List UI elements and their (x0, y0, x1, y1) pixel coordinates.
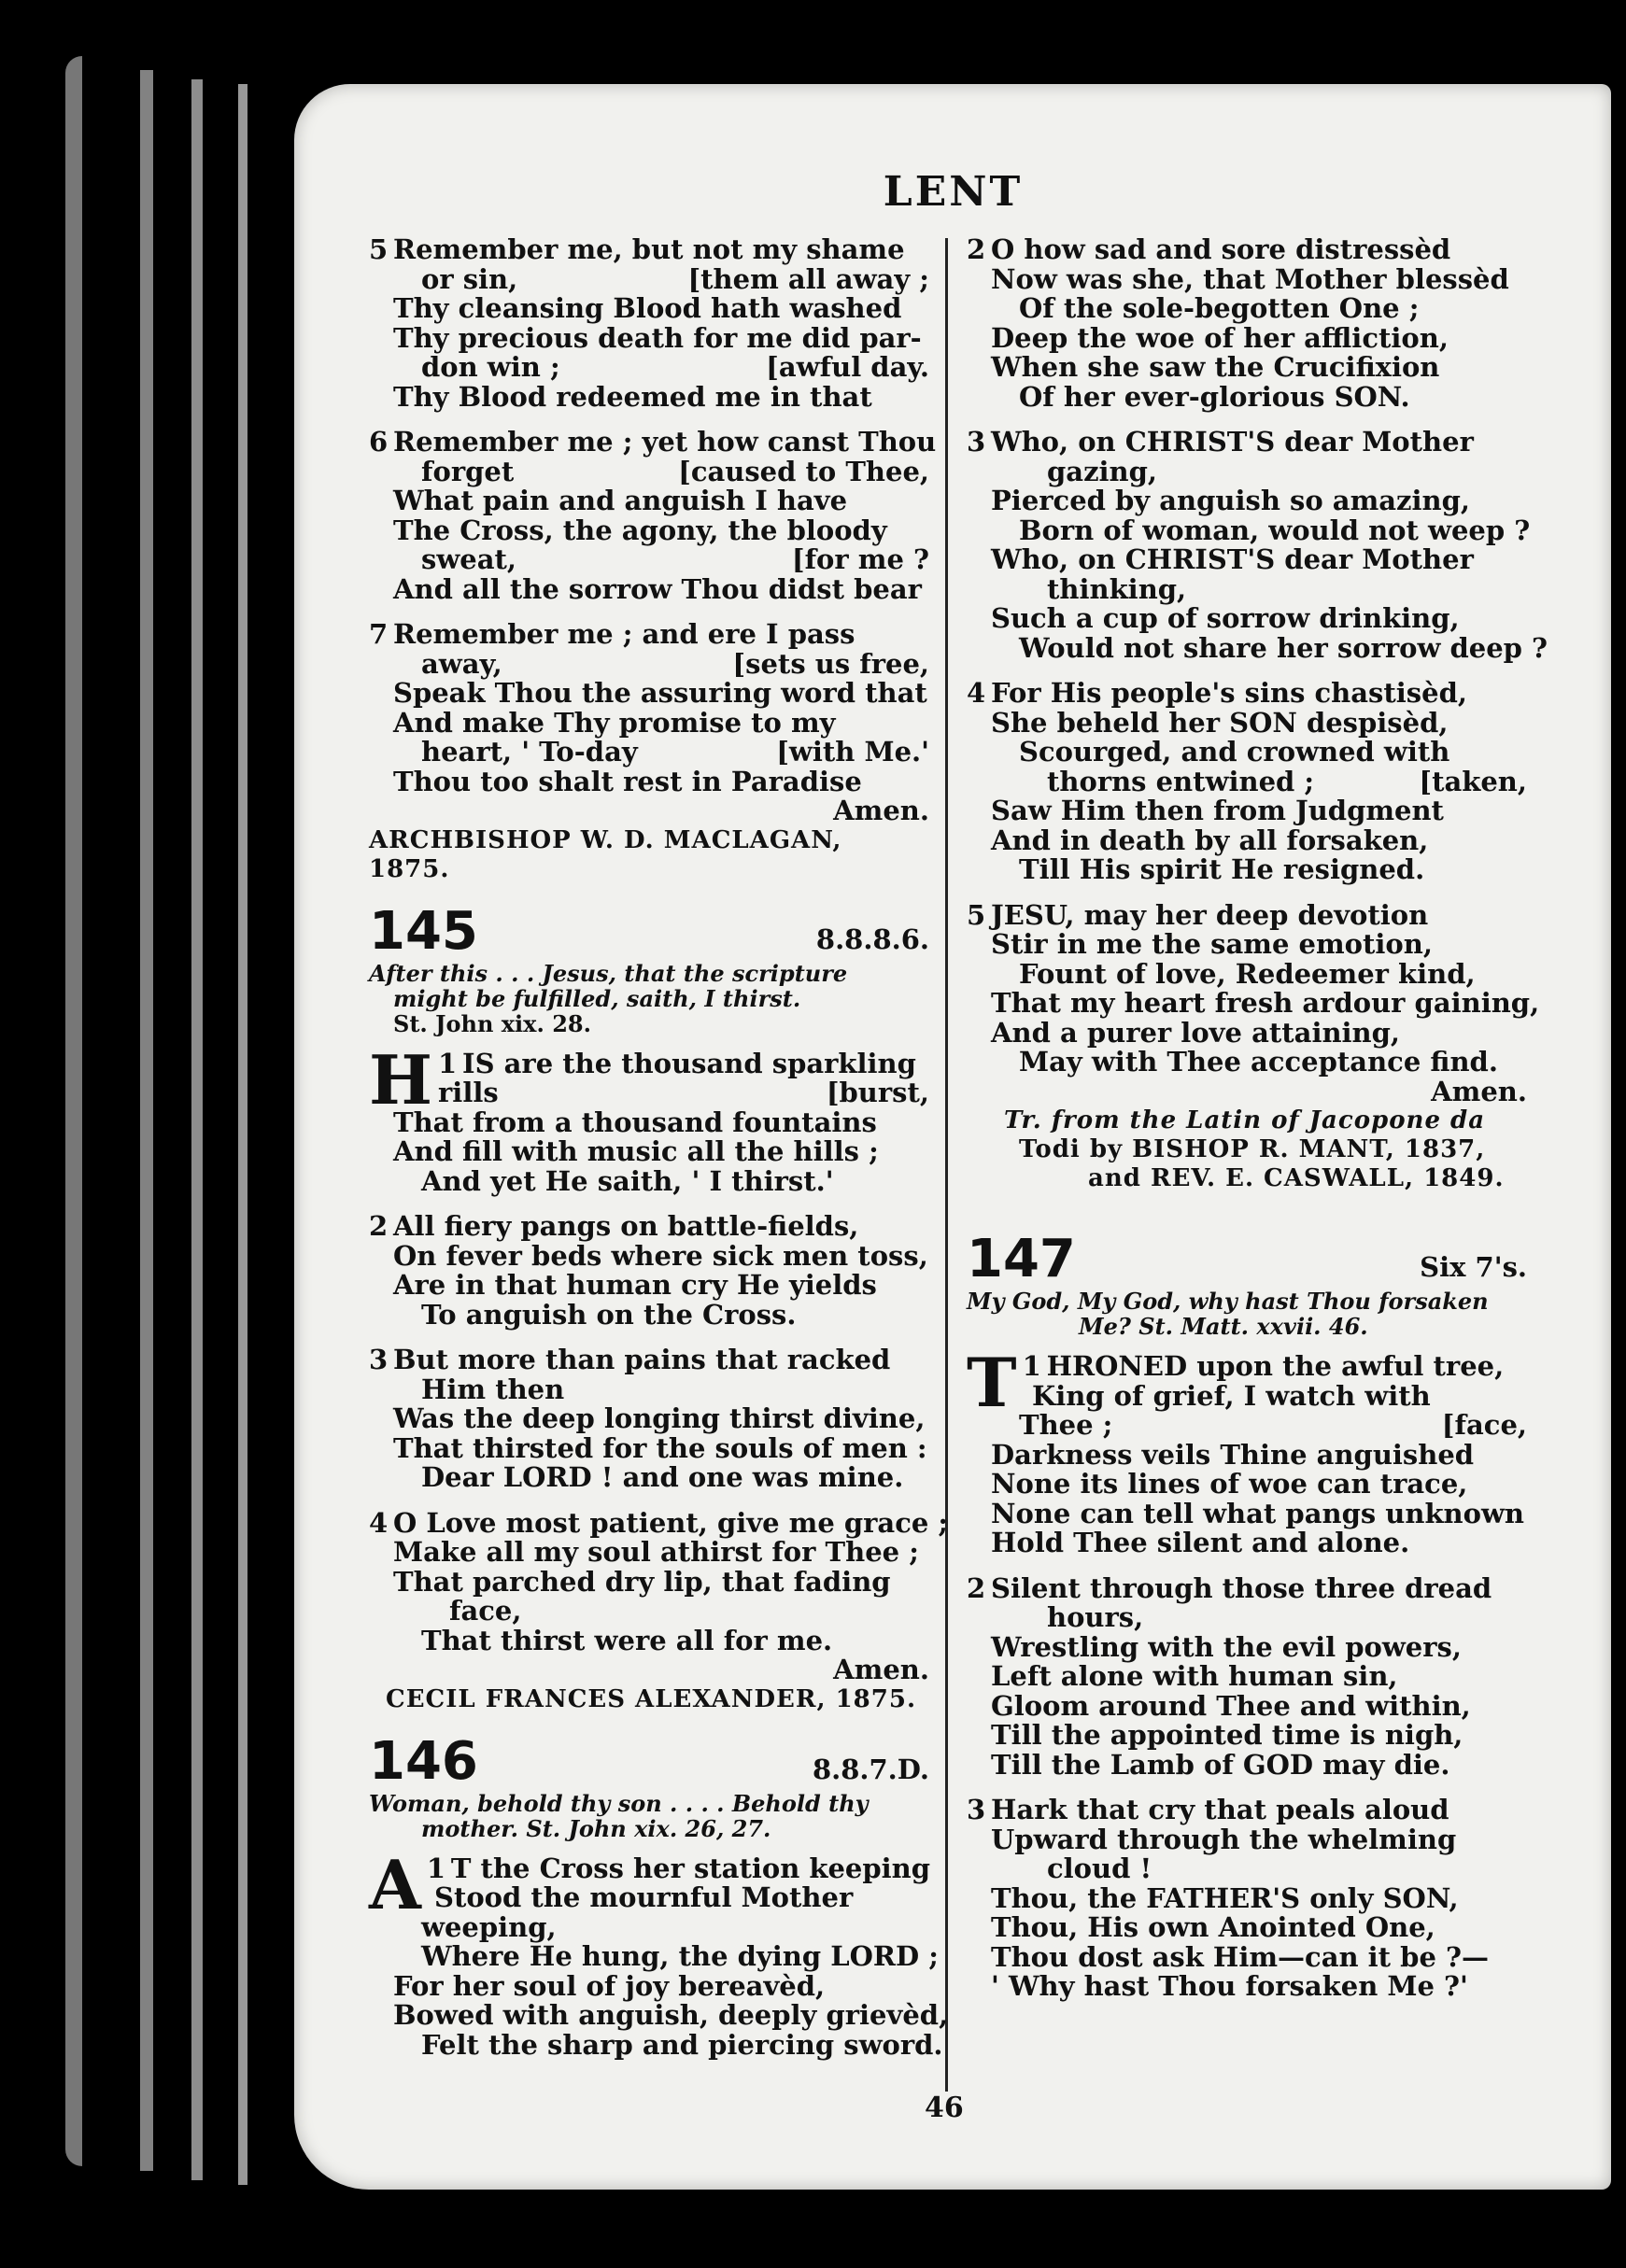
hymn-line: Thee ; (1019, 1409, 1113, 1441)
hymn-146-stanza-2 (967, 235, 1527, 412)
hymn-line: Such a cup of sorrow drinking, (991, 602, 1460, 634)
hymn-line: Make all my soul athirst for Thee ; (393, 1536, 919, 1568)
hymn-line: don win ; (421, 351, 560, 383)
stanza-number: 2 (967, 1571, 986, 1604)
hymn-line: Are in that human cry He yields (393, 1269, 877, 1301)
hymn-146-stanza-3 (967, 426, 1548, 664)
hymn-line: Stir in me the same emotion, (991, 928, 1433, 960)
hymn-line: Scourged, and crowned with (1019, 736, 1450, 768)
hymn-line: O how sad and sore distressèd (991, 233, 1451, 265)
hymn-line: cloud ! (1047, 1852, 1152, 1884)
hymn-line: Who, on CHRIST'S dear Mother (991, 426, 1474, 458)
credit-line: and REV. E. CASWALL, 1849. (1088, 1164, 1505, 1192)
hymn-line: That my heart fresh ardour gaining, (991, 987, 1540, 1019)
hymn-line: That parched dry lip, that fading (393, 1565, 891, 1598)
hymn-line: None can tell what pangs unknown (991, 1497, 1525, 1529)
amen: Amen. (1431, 1075, 1527, 1107)
hymn-line: Till the appointed time is nigh, (991, 1719, 1463, 1751)
hymn-146-stanza-1 (369, 1844, 949, 2061)
hymn-number: 147 (967, 1229, 1076, 1289)
running-head: LENT (883, 168, 1024, 216)
hymn-line: Was the deep longing thirst divine, (393, 1402, 926, 1434)
hymn-line: And yet He saith, ' I thirst.' (421, 1164, 834, 1197)
hymn-line: Thou, His own Anointed One, (991, 1911, 1435, 1943)
hymn-line: sweat, (421, 543, 517, 575)
stanza-number: 2 (369, 1210, 389, 1242)
hymn-number: 145 (369, 900, 478, 962)
hymn-line: gazing, (1047, 455, 1158, 487)
hymn-line: All fiery pangs on battle-fields, (393, 1210, 859, 1242)
hymn-number: 146 (369, 1730, 478, 1792)
hymn-line: Of the sole-begotten One ; (1019, 292, 1420, 324)
hymn-line: O Love most patient, give me grace ; (393, 1506, 949, 1539)
hymn-line: Stood the mournful Mother (434, 1881, 854, 1913)
translation-credit (967, 1106, 1527, 1193)
page-edge (238, 84, 247, 2185)
hymn-line: Thou too shalt rest in Paradise (393, 765, 862, 797)
turnover: [them all away ; (687, 262, 929, 295)
hymn-line: weeping, (421, 1910, 557, 1943)
stanza-number: 1 (438, 1047, 458, 1079)
hymn-line: ' Why hast Thou forsaken Me ?' (991, 1970, 1468, 2002)
hymn-line: rills (438, 1077, 499, 1108)
page-edge (65, 56, 82, 2166)
hymn-line: Remember me, but not my shame (393, 233, 905, 265)
hymn-line: IS are the thousand sparkling (462, 1047, 916, 1079)
right-column (967, 233, 1548, 2018)
hymn-144-stanza-6 (369, 426, 937, 605)
page-number: 46 (925, 2092, 964, 2124)
hymn-147-stanza-1 (967, 1343, 1527, 1558)
credit-line: Todi by BISHOP R. MANT, 1837, (1019, 1135, 1486, 1163)
stanza-number: 1 (1022, 1350, 1041, 1382)
hymn-147-stanza-2 (967, 1571, 1527, 1781)
hymn-line: King of grief, I watch with (1032, 1379, 1431, 1412)
stanza-number: 3 (369, 1344, 389, 1375)
hymn-line: Bowed with anguish, deeply grievèd, (393, 1999, 949, 2031)
scripture-line: Woman, behold thy son . . . . Behold thy (369, 1789, 869, 1817)
hymn-line: She beheld her SON despisèd, (991, 706, 1449, 739)
turnover: [burst, (826, 1077, 929, 1108)
hymn-line: Till His spirit He resigned. (1019, 853, 1425, 885)
hymn-line: thorns entwined ; (1047, 765, 1315, 797)
hymn-line: Silent through those three dread (991, 1571, 1492, 1604)
scripture-reference (369, 961, 929, 1036)
hymn-line: heart, ' To-day (421, 736, 638, 768)
hymn-line: And in death by all forsaken, (991, 824, 1429, 856)
hymn-line: Pierced by anguish so amazing, (991, 485, 1470, 516)
turnover: [with Me.' (776, 736, 929, 768)
hymn-line: May with Thee acceptance find. (1019, 1046, 1498, 1078)
hymn-147-stanza-3 (967, 1796, 1527, 2002)
stanza-number: 3 (967, 1794, 986, 1825)
hymn-line: JESU, may her deep devotion (991, 898, 1429, 931)
credit-line: Tr. from the Latin of Jacopone da (1004, 1106, 1486, 1134)
hymn-line: None its lines of woe can trace, (991, 1468, 1468, 1500)
hymn-line: Would not share her sorrow deep ? (1019, 631, 1548, 664)
hymn-line: Speak Thou the assuring word that (393, 677, 927, 709)
hymn-line: Remember me ; and ere I pass (393, 618, 855, 650)
hymn-line: And all the sorrow Thou didst bear (393, 572, 922, 605)
hymn-line: Remember me ; yet how canst Thou (393, 426, 937, 458)
turnover: [taken, (1419, 765, 1527, 797)
hymn-line: And make Thy promise to my (393, 706, 836, 739)
hymn-line: Him then (421, 1373, 565, 1405)
hymn-meter: 8.8.7.D. (812, 1753, 929, 1785)
page-edge (140, 70, 153, 2171)
hymn-meter: 8.8.8.6. (815, 923, 929, 955)
page-edge (191, 79, 203, 2180)
hymn-line: HRONED upon the awful tree, (1046, 1350, 1505, 1382)
hymn-line: Deep the woe of her affliction, (991, 321, 1449, 354)
turnover: [for me ? (791, 543, 929, 575)
hymn-line: Darkness veils Thine anguished (991, 1438, 1475, 1471)
hymn-line: Hold Thee silent and alone. (991, 1527, 1410, 1558)
hymn-144-stanza-7 (369, 620, 929, 796)
hymn-line: Dear LORD ! and one was mine. (421, 1461, 904, 1493)
hymn-line: Now was she, that Mother blessèd (991, 262, 1509, 295)
hymn-line: Born of woman, would not weep ? (1019, 514, 1531, 546)
amen: Amen. (833, 795, 929, 826)
stanza-number: 4 (369, 1506, 389, 1539)
hymn-line: hours, (1047, 1601, 1144, 1633)
left-column (369, 233, 949, 2076)
hymn-header (369, 1730, 929, 1792)
scripture-line: After this . . . Jesus, that the scripture (369, 959, 848, 987)
stanza-number: 4 (967, 677, 986, 709)
hymn-line: When she saw the Crucifixion (991, 351, 1440, 383)
hymn-line: The Cross, the agony, the bloody (393, 514, 887, 546)
hymn-line: Upward through the whelming (991, 1823, 1457, 1855)
hymn-line: To anguish on the Cross. (421, 1298, 797, 1331)
stanza-number: 3 (967, 426, 986, 458)
hymn-line: Thou, the FATHER'S only SON, (991, 1881, 1459, 1914)
drop-cap: T (967, 1343, 1017, 1422)
hymn-line: Thy precious death for me did par- (393, 321, 922, 354)
hymn-line: That thirsted for the souls of men : (393, 1431, 927, 1464)
turnover: [caused to Thee, (678, 455, 929, 487)
hymn-145-stanza-2 (369, 1212, 929, 1330)
hymn-line: Of her ever-glorious SON. (1019, 380, 1410, 413)
stanza-number: 6 (369, 426, 389, 458)
hymn-line: But more than pains that racked (393, 1344, 891, 1375)
hymn-line: Saw Him then from Judgment (991, 795, 1444, 826)
hymn-line: Felt the sharp and piercing sword. (421, 2028, 943, 2061)
hymn-line: Where He hung, the dying LORD ; (421, 1940, 939, 1972)
column-divider (945, 238, 948, 2092)
drop-cap: A (369, 1844, 421, 1924)
hymn-line: And a purer love attaining, (991, 1016, 1401, 1049)
hymn-145-stanza-1 (369, 1039, 929, 1197)
hymn-144-stanza-5 (369, 235, 929, 412)
stanza-number: 5 (369, 233, 389, 265)
hymn-line: Left alone with human sin, (991, 1660, 1398, 1692)
hymn-header (967, 1231, 1527, 1289)
hymn-line: For His people's sins chastisèd, (991, 677, 1467, 709)
hymn-line: or sin, (421, 262, 518, 295)
hymn-145-stanza-4 (369, 1506, 949, 1656)
hymn-line: What pain and anguish I have (393, 485, 848, 516)
drop-cap: H (369, 1039, 433, 1120)
turnover: [face, (1441, 1409, 1527, 1441)
hymn-line: Fount of love, Redeemer kind, (1019, 957, 1476, 990)
hymn-author: CECIL FRANCES ALEXANDER, 1875. (386, 1684, 916, 1713)
hymn-line: That thirst were all for me. (421, 1624, 833, 1656)
scripture-line: St. John xix. 28. (393, 1009, 591, 1037)
hymn-line: Till the Lamb of GOD may die. (991, 1748, 1450, 1781)
stanza-number: 5 (967, 898, 986, 931)
scripture-line: mother. St. John xix. 26, 27. (421, 1814, 771, 1842)
scripture-line: Me? St. Matt. xxvii. 46. (1079, 1313, 1368, 1340)
hymn-author: ARCHBISHOP W. D. MACLAGAN, 1875. (369, 825, 842, 883)
amen: Amen. (833, 1654, 929, 1685)
turnover: [sets us free, (732, 647, 929, 680)
hymn-line: For her soul of joy bereavèd, (393, 1969, 826, 2002)
hymn-line: away, (421, 647, 502, 680)
hymn-line: And fill with music all the hills ; (393, 1135, 879, 1167)
hymn-line: thinking, (1047, 572, 1187, 605)
stanza-number: 1 (426, 1852, 446, 1884)
hymn-line: Gloom around Thee and within, (991, 1689, 1471, 1722)
scripture-line: My God, My God, why hast Thou forsaken (967, 1288, 1489, 1315)
hymn-line: Hark that cry that peals aloud (991, 1794, 1449, 1825)
hymn-line: That from a thousand fountains (393, 1106, 877, 1138)
scripture-reference (369, 1791, 929, 1841)
hymn-146-stanza-5 (967, 898, 1540, 1078)
hymn-line: T the Cross her station keeping (450, 1852, 931, 1884)
stanza-number: 2 (967, 233, 986, 265)
hymn-line: On fever beds where sick men toss, (393, 1239, 928, 1272)
hymn-line: Thy Blood redeemed me in that (393, 380, 872, 413)
hymn-header (369, 900, 929, 962)
hymn-line: Wrestling with the evil powers, (991, 1630, 1462, 1663)
hymn-line: Who, on CHRIST'S dear Mother (991, 543, 1474, 575)
scripture-reference (967, 1289, 1527, 1339)
hymn-145-stanza-3 (369, 1345, 929, 1493)
stanza-number: 7 (369, 618, 389, 650)
hymn-line: Thy cleansing Blood hath washed (393, 292, 902, 324)
hymn-146-stanza-4 (967, 679, 1527, 885)
hymn-meter: Six 7's. (1420, 1251, 1527, 1283)
hymn-line: face, (449, 1595, 522, 1627)
hymn-line: forget (421, 455, 515, 487)
turnover: [awful day. (766, 351, 929, 383)
hymn-line: Thou dost ask Him—can it be ?— (991, 1940, 1489, 1973)
scripture-line: might be fulfilled, saith, I thirst. (393, 984, 801, 1012)
